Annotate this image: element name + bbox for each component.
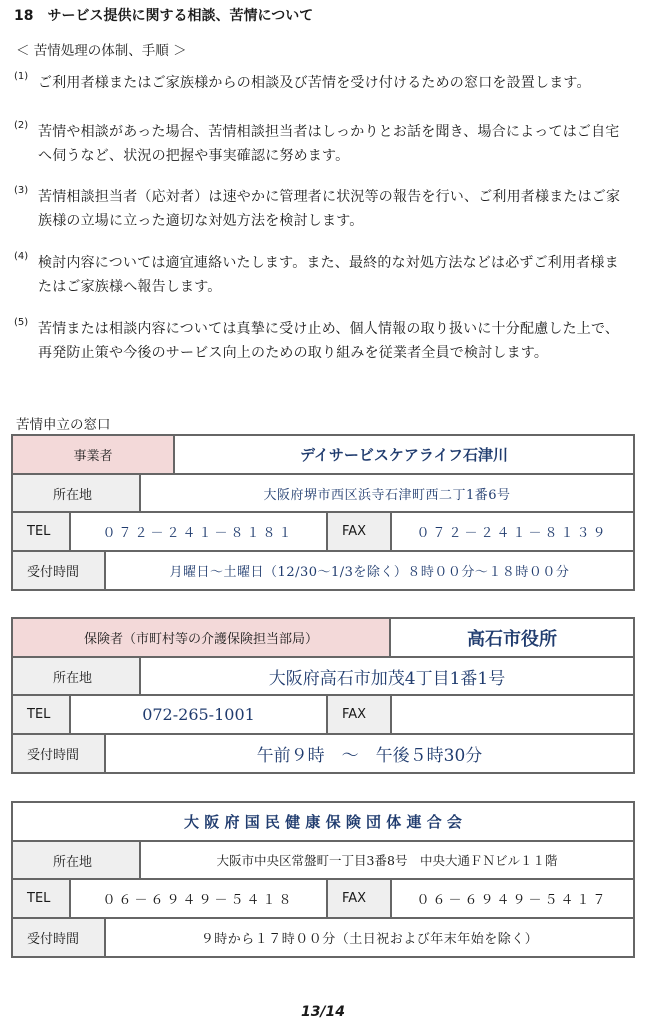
provider-location: 大阪府堺市西区浜寺石津町西二丁1番6号 bbox=[263, 487, 511, 503]
hours-label: 受付時間 bbox=[13, 735, 106, 772]
federation-location-row bbox=[13, 842, 633, 880]
item-text: 検討内容については適宜連絡いたします。また、最終的な対処方法などは必ずご利用者様またはご家族様へ報告します。 bbox=[38, 255, 619, 295]
insurer-location-row bbox=[13, 658, 633, 696]
provider-tel: ０７２－２４１－８１８１ bbox=[71, 513, 328, 550]
list-item bbox=[14, 71, 626, 95]
provider-phone-row bbox=[13, 513, 633, 552]
page-number: 13/14 bbox=[300, 1004, 346, 1020]
provider-fax: ０７２－２４１－８１３９ bbox=[416, 526, 609, 541]
location-label: 所在地 bbox=[13, 842, 141, 878]
item-number: (3) bbox=[14, 185, 29, 196]
federation-phone-row bbox=[13, 880, 633, 919]
insurer-header-row bbox=[13, 619, 633, 658]
provider-hours-row bbox=[13, 552, 633, 589]
fax-label: FAX bbox=[328, 880, 392, 917]
item-number: (2) bbox=[14, 120, 29, 131]
provider-contact-table bbox=[11, 434, 635, 591]
insurer-tel: 072-265-1001 bbox=[71, 696, 328, 733]
item-number: (4) bbox=[14, 251, 29, 262]
tel-label: TEL bbox=[13, 696, 71, 733]
hours-label: 受付時間 bbox=[13, 552, 106, 589]
insurer-name: 高石市役所 bbox=[467, 628, 557, 650]
hours-label: 受付時間 bbox=[13, 919, 106, 956]
provider-name: デイサービスケアライフ石津川 bbox=[299, 446, 509, 464]
insurer-contact-table bbox=[11, 617, 635, 774]
location-label: 所在地 bbox=[13, 658, 141, 694]
federation-contact-table bbox=[11, 801, 635, 958]
list-item bbox=[14, 120, 626, 168]
federation-name: 大 阪 府 国 民 健 康 保 険 団 体 連 合 会 bbox=[184, 813, 462, 831]
provider-header-label: 事業者 bbox=[13, 436, 175, 473]
location-label: 所在地 bbox=[13, 475, 141, 511]
item-text: 苦情相談担当者（応対者）は速やかに管理者に状況等の報告を行い、ご利用者様またはご家族様の立場に立った適切な対処方法を検討します。 bbox=[38, 189, 621, 229]
fax-label: FAX bbox=[328, 513, 392, 550]
federation-hours: ９時から１７時００分（土日祝および年末年始を除く） bbox=[200, 932, 539, 947]
insurer-header-label: 保険者（市町村等の介護保険担当部局） bbox=[13, 619, 391, 656]
tel-label: TEL bbox=[13, 880, 71, 917]
federation-tel: ０６－６９４９－５４１８ bbox=[71, 880, 328, 917]
insurer-phone-row bbox=[13, 696, 633, 735]
item-text: 苦情または相談内容については真摯に受け止め、個人情報の取り扱いに十分配慮した上で、再発防止策や今後のサービス向上のための取り組みを従業者全員で検討します。 bbox=[38, 321, 620, 361]
item-number: (1) bbox=[14, 71, 29, 82]
federation-fax: ０６－６９４９－５４１７ bbox=[416, 893, 609, 908]
list-item bbox=[14, 185, 626, 233]
item-number: (5) bbox=[14, 317, 29, 328]
federation-location: 大阪市中央区常盤町一丁目3番8号 中央大通ＦＮビル１１階 bbox=[216, 853, 558, 868]
subtitle: ＜ 苦情処理の体制、手順 ＞ bbox=[16, 43, 187, 59]
provider-hours: 月曜日～土曜日（12/30～1/3を除く）８時００分～１８時００分 bbox=[169, 565, 570, 580]
federation-hours-row bbox=[13, 919, 633, 956]
insurer-location: 大阪府高石市加茂4丁目1番1号 bbox=[268, 668, 506, 689]
complaint-window-label: 苦情申立の窓口 bbox=[16, 417, 111, 433]
insurer-hours: 午前９時 ～ 午後５時30分 bbox=[256, 746, 483, 766]
insurer-hours-row bbox=[13, 735, 633, 772]
fax-label: FAX bbox=[328, 696, 392, 733]
item-text: 苦情や相談があった場合、苦情相談担当者はしっかりとお話を聞き、場合によってはご自宅へ伺うなど、状況の把握や事実確認に努めます。 bbox=[38, 124, 620, 164]
provider-header-row bbox=[13, 436, 633, 475]
provider-location-row bbox=[13, 475, 633, 513]
item-text: ご利用者様またはご家族様からの相談及び苦情を受け付けるための窓口を設置します。 bbox=[38, 75, 591, 91]
insurer-fax bbox=[392, 696, 633, 733]
federation-header-row bbox=[13, 803, 633, 842]
section-title: 18 サービス提供に関する相談、苦情について bbox=[14, 8, 314, 24]
list-item bbox=[14, 317, 626, 365]
tel-label: TEL bbox=[13, 513, 71, 550]
list-item bbox=[14, 251, 626, 299]
